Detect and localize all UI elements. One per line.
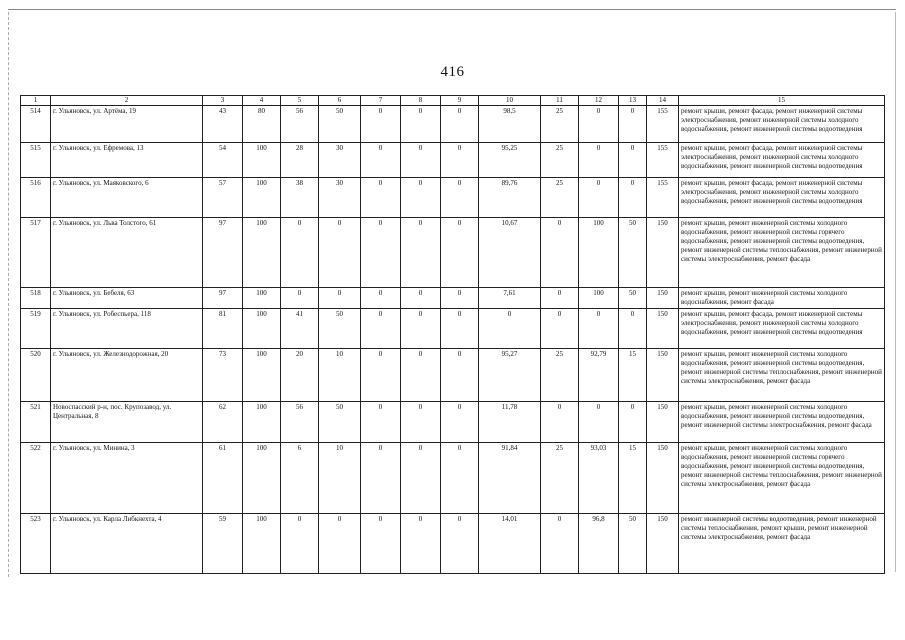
col-6-value: 50: [319, 402, 361, 443]
column-header: 4: [243, 96, 281, 106]
row-number: 515: [21, 143, 51, 178]
scan-border-left: [8, 12, 9, 577]
table-row: [21, 288, 885, 309]
row-number: 517: [21, 218, 51, 288]
table-row: [21, 106, 885, 143]
table-row: [21, 514, 885, 574]
col-8-value: 0: [401, 443, 441, 514]
col-5-value: 56: [281, 402, 319, 443]
col-13-value: 0: [619, 143, 647, 178]
column-header: 3: [203, 96, 243, 106]
col-6-value: 50: [319, 106, 361, 143]
col-4-value: 100: [243, 443, 281, 514]
col-4-value: 100: [243, 402, 281, 443]
repair-works: ремонт крыши, ремонт фасада, ремонт инженерной системы электроснабжения, ремонт инженерной системы холодного водоснабжения, ремонт инженерной системы водоотведения: [679, 143, 885, 178]
table-body: [21, 106, 885, 574]
repair-works: ремонт крыши, ремонт фасада, ремонт инженерной системы электроснабжения, ремонт инженерной системы холодного водоснабжения, ремонт инженерной системы водоотведения: [679, 178, 885, 218]
col-13-value: 50: [619, 514, 647, 574]
address: г. Ульяновск, ул. Карла Либкнехта, 4: [51, 514, 203, 574]
address: г. Ульяновск, ул. Робеспьера, 118: [51, 309, 203, 349]
col-6-value: 10: [319, 349, 361, 402]
col-7-value: 0: [361, 143, 401, 178]
col-4-value: 100: [243, 309, 281, 349]
col-10-value: 7,61: [479, 288, 541, 309]
table-row: [21, 218, 885, 288]
col-5-value: 0: [281, 514, 319, 574]
col-13-value: 0: [619, 178, 647, 218]
col-11-value: 25: [541, 443, 579, 514]
col-12-value: 0: [579, 309, 619, 349]
repair-works: ремонт крыши, ремонт фасада, ремонт инженерной системы электроснабжения, ремонт инженерной системы холодного водоснабжения, ремонт инженерной системы водоотведения: [679, 309, 885, 349]
col-14-value: 150: [647, 288, 679, 309]
col-10-value: 95,25: [479, 143, 541, 178]
col-14-value: 150: [647, 402, 679, 443]
column-header: 12: [579, 96, 619, 106]
row-number: 522: [21, 443, 51, 514]
address: г. Ульяновск, ул. Минина, 3: [51, 443, 203, 514]
row-number: 520: [21, 349, 51, 402]
col-4-value: 100: [243, 514, 281, 574]
col-10-value: 98,5: [479, 106, 541, 143]
row-number: 518: [21, 288, 51, 309]
col-12-value: 100: [579, 218, 619, 288]
col-9-value: 0: [441, 514, 479, 574]
col-9-value: 0: [441, 106, 479, 143]
table-row: [21, 349, 885, 402]
col-13-value: 50: [619, 288, 647, 309]
col-13-value: 50: [619, 218, 647, 288]
col-5-value: 41: [281, 309, 319, 349]
col-5-value: 38: [281, 178, 319, 218]
col-8-value: 0: [401, 143, 441, 178]
page-number: 416: [440, 64, 465, 80]
col-10-value: 0: [479, 309, 541, 349]
column-header: 13: [619, 96, 647, 106]
repair-works: ремонт крыши, ремонт инженерной системы холодного водоснабжения, ремонт фасада: [679, 288, 885, 309]
col-6-value: 0: [319, 218, 361, 288]
col-10-value: 89,76: [479, 178, 541, 218]
col-6-value: 10: [319, 443, 361, 514]
col-11-value: 25: [541, 143, 579, 178]
table-row: [21, 143, 885, 178]
col-3-value: 97: [203, 218, 243, 288]
col-3-value: 61: [203, 443, 243, 514]
col-13-value: 0: [619, 402, 647, 443]
col-10-value: 10,67: [479, 218, 541, 288]
col-8-value: 0: [401, 288, 441, 309]
address: г. Ульяновск, ул. Ефремова, 13: [51, 143, 203, 178]
col-6-value: 0: [319, 288, 361, 309]
col-8-value: 0: [401, 514, 441, 574]
column-header: 8: [401, 96, 441, 106]
col-12-value: 0: [579, 402, 619, 443]
col-6-value: 30: [319, 143, 361, 178]
col-3-value: 59: [203, 514, 243, 574]
col-8-value: 0: [401, 309, 441, 349]
col-13-value: 0: [619, 309, 647, 349]
column-header: 1: [21, 96, 51, 106]
col-10-value: 95,27: [479, 349, 541, 402]
col-9-value: 0: [441, 218, 479, 288]
repair-works: ремонт крыши, ремонт фасада, ремонт инженерной системы электроснабжения, ремонт инженерной системы холодного водоснабжения, ремонт инженерной системы водоотведения: [679, 106, 885, 143]
col-3-value: 73: [203, 349, 243, 402]
col-14-value: 150: [647, 514, 679, 574]
row-number: 521: [21, 402, 51, 443]
address: г. Ульяновск, ул. Железнодорожная, 20: [51, 349, 203, 402]
col-14-value: 155: [647, 106, 679, 143]
repair-register-table: [20, 95, 885, 574]
col-10-value: 11,78: [479, 402, 541, 443]
column-header: 9: [441, 96, 479, 106]
repair-works: ремонт инженерной системы водоотведения, ремонт инженерной системы теплоснабжения, ремонт крыши, ремонт инженерной системы электроснабжения, ремонт фасада: [679, 514, 885, 574]
col-9-value: 0: [441, 143, 479, 178]
col-14-value: 150: [647, 309, 679, 349]
col-5-value: 56: [281, 106, 319, 143]
col-5-value: 0: [281, 218, 319, 288]
col-12-value: 92,79: [579, 349, 619, 402]
col-5-value: 0: [281, 288, 319, 309]
col-11-value: 0: [541, 309, 579, 349]
column-header: 11: [541, 96, 579, 106]
col-8-value: 0: [401, 106, 441, 143]
col-8-value: 0: [401, 349, 441, 402]
col-11-value: 0: [541, 218, 579, 288]
repair-works: ремонт крыши, ремонт инженерной системы холодного водоснабжения, ремонт инженерной системы горячего водоснабжения, ремонт инженерной системы водоотведения, ремонт инженерной системы теплоснабжения, ремонт инженерной системы электроснабжения, ремонт фасада: [679, 443, 885, 514]
col-4-value: 80: [243, 106, 281, 143]
col-6-value: 0: [319, 514, 361, 574]
col-5-value: 28: [281, 143, 319, 178]
row-number: 519: [21, 309, 51, 349]
col-3-value: 81: [203, 309, 243, 349]
col-12-value: 100: [579, 288, 619, 309]
col-10-value: 14,01: [479, 514, 541, 574]
column-header: 14: [647, 96, 679, 106]
col-6-value: 50: [319, 309, 361, 349]
col-8-value: 0: [401, 178, 441, 218]
col-13-value: 15: [619, 349, 647, 402]
col-6-value: 30: [319, 178, 361, 218]
col-7-value: 0: [361, 288, 401, 309]
table-row: [21, 309, 885, 349]
col-12-value: 93,03: [579, 443, 619, 514]
column-header: 2: [51, 96, 203, 106]
col-3-value: 57: [203, 178, 243, 218]
col-11-value: 0: [541, 288, 579, 309]
table-row: [21, 443, 885, 514]
row-number: 523: [21, 514, 51, 574]
header-row: [21, 96, 885, 106]
col-7-value: 0: [361, 309, 401, 349]
column-header: 10: [479, 96, 541, 106]
col-9-value: 0: [441, 309, 479, 349]
col-8-value: 0: [401, 218, 441, 288]
col-7-value: 0: [361, 402, 401, 443]
repair-works: ремонт крыши, ремонт инженерной системы холодного водоснабжения, ремонт инженерной системы водоотведения, ремонт инженерной системы электроснабжения, ремонт фасада: [679, 402, 885, 443]
repair-works: ремонт крыши, ремонт инженерной системы холодного водоснабжения, ремонт инженерной системы горячего водоснабжения, ремонт инженерной системы водоотведения, ремонт инженерной системы теплоснабжения, ремонт инженерной системы электроснабжения, ремонт фасада: [679, 218, 885, 288]
col-14-value: 150: [647, 349, 679, 402]
column-header: 7: [361, 96, 401, 106]
table-row: [21, 402, 885, 443]
col-9-value: 0: [441, 443, 479, 514]
col-9-value: 0: [441, 349, 479, 402]
col-7-value: 0: [361, 514, 401, 574]
address: Новоспасский р-н, пос. Крупозавод, ул. Центральная, 8: [51, 402, 203, 443]
col-7-value: 0: [361, 178, 401, 218]
column-header: 15: [679, 96, 885, 106]
col-4-value: 100: [243, 349, 281, 402]
col-4-value: 100: [243, 288, 281, 309]
col-7-value: 0: [361, 106, 401, 143]
col-4-value: 100: [243, 143, 281, 178]
col-12-value: 0: [579, 143, 619, 178]
column-header: 5: [281, 96, 319, 106]
address: г. Ульяновск, ул. Артёма, 19: [51, 106, 203, 143]
col-14-value: 150: [647, 218, 679, 288]
row-number: 516: [21, 178, 51, 218]
col-11-value: 25: [541, 178, 579, 218]
col-11-value: 0: [541, 402, 579, 443]
col-13-value: 0: [619, 106, 647, 143]
table-row: [21, 178, 885, 218]
col-9-value: 0: [441, 288, 479, 309]
col-7-value: 0: [361, 218, 401, 288]
col-14-value: 155: [647, 143, 679, 178]
col-8-value: 0: [401, 402, 441, 443]
col-11-value: 0: [541, 514, 579, 574]
address: г. Ульяновск, ул. Льва Толстого, 61: [51, 218, 203, 288]
row-number: 514: [21, 106, 51, 143]
col-12-value: 0: [579, 178, 619, 218]
col-5-value: 6: [281, 443, 319, 514]
col-11-value: 25: [541, 106, 579, 143]
col-7-value: 0: [361, 349, 401, 402]
col-12-value: 96,8: [579, 514, 619, 574]
col-4-value: 100: [243, 178, 281, 218]
col-5-value: 20: [281, 349, 319, 402]
col-3-value: 97: [203, 288, 243, 309]
col-14-value: 150: [647, 443, 679, 514]
col-9-value: 0: [441, 178, 479, 218]
col-14-value: 155: [647, 178, 679, 218]
address: г. Ульяновск, ул. Маяковского, 6: [51, 178, 203, 218]
scan-border-top: [8, 9, 896, 10]
col-3-value: 43: [203, 106, 243, 143]
scan-border-right: [895, 12, 896, 572]
repair-works: ремонт крыши, ремонт инженерной системы холодного водоснабжения, ремонт инженерной системы водоотведения, ремонт инженерной системы теплоснабжения, ремонт инженерной системы электроснабжения, ремонт фасада: [679, 349, 885, 402]
address: г. Ульяновск, ул. Бебеля, 63: [51, 288, 203, 309]
col-11-value: 25: [541, 349, 579, 402]
col-13-value: 15: [619, 443, 647, 514]
col-4-value: 100: [243, 218, 281, 288]
col-10-value: 91,84: [479, 443, 541, 514]
col-3-value: 54: [203, 143, 243, 178]
col-12-value: 0: [579, 106, 619, 143]
col-7-value: 0: [361, 443, 401, 514]
col-9-value: 0: [441, 402, 479, 443]
column-header: 6: [319, 96, 361, 106]
col-3-value: 62: [203, 402, 243, 443]
